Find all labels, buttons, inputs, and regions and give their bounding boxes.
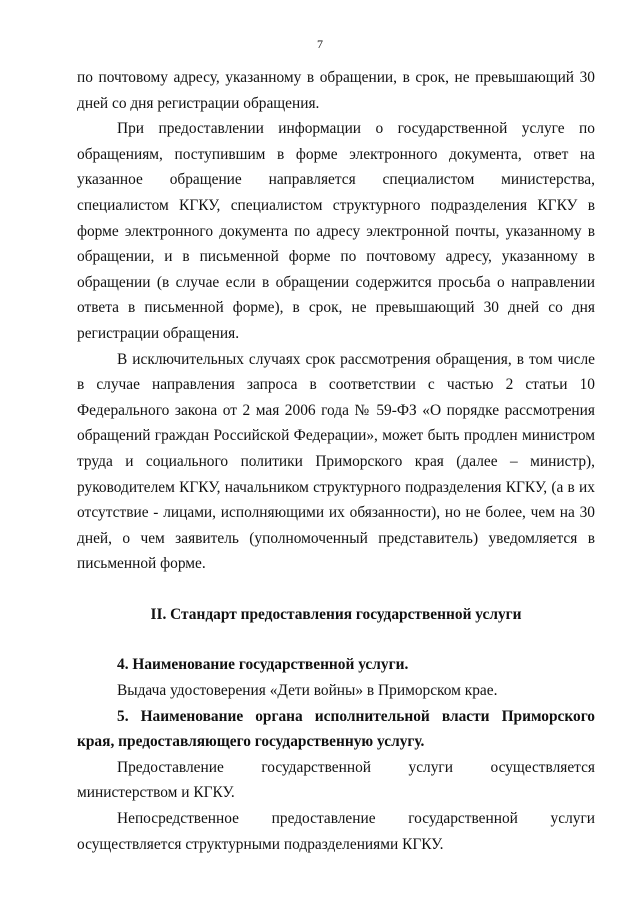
paragraph-electronic-response: При предоставлении информации о государственной услуге по обращениям, поступившим в форме электронного документа, ответ на указанное обращение направляется специалистом министерства, специалистом КГКУ, специалистом структурного подразделения КГКУ в форме электронного документа по адресу электронной почты, указанному в обращении, и в письменной форме по почтовому адресу, указанному в обращении (в случае если в обращении содержится просьба о направлении ответа в письменной форме), в срок, не превышающий 30 дней со дня регистрации обращения. — [77, 120, 595, 342]
paragraph-direct-provision-line2: осуществляется структурными подразделениями КГКУ. — [77, 835, 444, 853]
paragraph-service-name: Выдача удостоверения «Дети войны» в Приморском крае. — [117, 682, 498, 700]
document-body — [77, 65, 595, 857]
section-heading: II. Стандарт предоставления государственной услуги — [150, 605, 522, 623]
paragraph-response-deadline: по почтовому адресу, указанному в обращении, в срок, не превышающий 30 дней со дня регистрации обращения. — [77, 69, 595, 112]
page-number: 7 — [317, 37, 323, 51]
heading-service-name: 4. Наименование государственной услуги. — [117, 656, 409, 674]
paragraph-extension: В исключительных случаях срок рассмотрения обращения, в том числе в случае направления запроса в соответствии с частью 2 статьи 10 Федерального закона от 2 мая 2006 года № 59-ФЗ «О порядке рассмотрения обращений граждан Российской Федерации», может быть продлен министром труда и социального политики Приморского края (далее – министр), руководителем КГКУ, начальником структурного подразделения КГКУ, (а в их отсутствие - лицами, исполняющими их обязанности), но не более, чем на 30 дней, о чем заявитель (уполномоченный представитель) уведомляется в письменной форме. — [77, 350, 595, 573]
paragraph-provider: Предоставление государственной услуги осуществляется министерством и КГКУ. — [77, 758, 595, 802]
paragraph-direct-provision-line1: Непосредственное предоставление государственной услуги — [117, 810, 595, 828]
heading-executive-body: 5. Наименование органа исполнительной власти Приморского края, предоставляющего государственную услугу. — [77, 707, 595, 751]
